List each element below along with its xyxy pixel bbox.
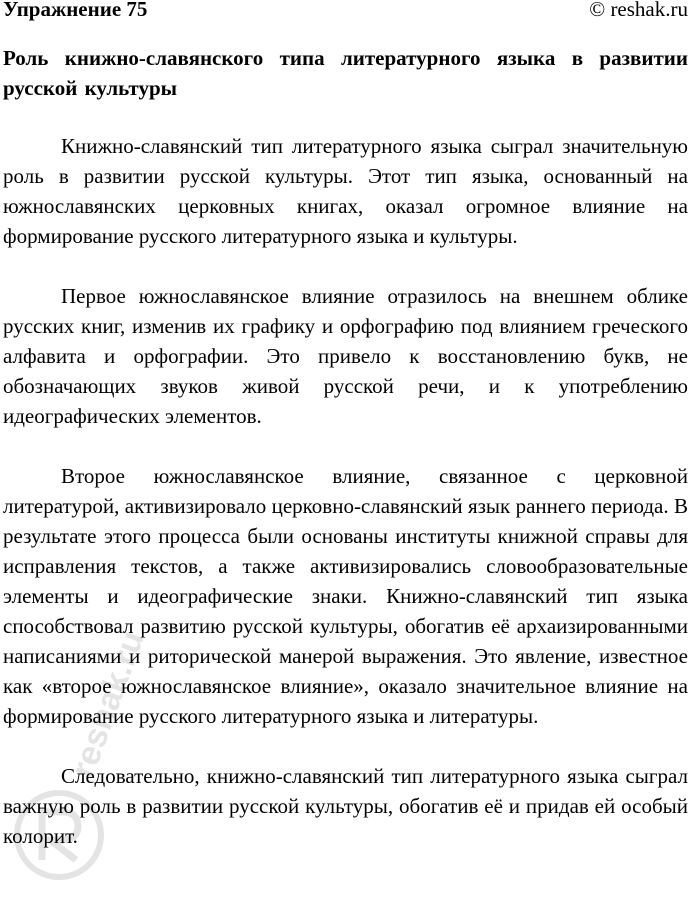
exercise-number: Упражнение 75	[3, 0, 148, 21]
svg-text:reshak.ru: reshak.ru	[63, 625, 152, 783]
paragraph-3: Второе южнославянское влияние, связанное с церковной литературой, активизировало церковно-славянский язык раннего периода. В результате этого процесса были основаны институты книжной справы для исправления текстов, а также активизировались словообразовательные элементы и идеографические знаки. Книжно-славянский тип языка способствовал развитию русской культуры, обогатив её архаизированными написаниями и риторической манерой выражения. Это явление, известное как «второе южнославянское влияние», оказало значительное влияние на формирование русского литературного языка и литературы.	[3, 464, 688, 728]
paragraph-4: Следовательно, книжно-славянский тип литературного языка сыграл важную роль в развитии русской культуры, обогатив её и придав ей особый колорит.	[3, 764, 688, 848]
paragraph-2: Первое южнославянское влияние отразилось на внешнем облике русских книг, изменив их графику и орфографию под влиянием греческого алфавита и орфографии. Это привело к восстановлению букв, не обозначающих звуков живой русской речи, и к употреблению идеографических элементов.	[3, 284, 688, 428]
paragraph-1: Книжно-славянский тип литературного языка сыграл значительную роль в развитии русской культуры. Этот тип языка, основанный на южнославянских церковных книгах, оказал огромное влияние на формирование русского литературного языка и культуры.	[3, 134, 688, 248]
document-title: Роль книжно-славянского типа литературного языка в развитии русской культуры	[3, 46, 688, 100]
source-credit: © reshak.ru	[589, 0, 688, 21]
page-header	[3, 0, 688, 24]
